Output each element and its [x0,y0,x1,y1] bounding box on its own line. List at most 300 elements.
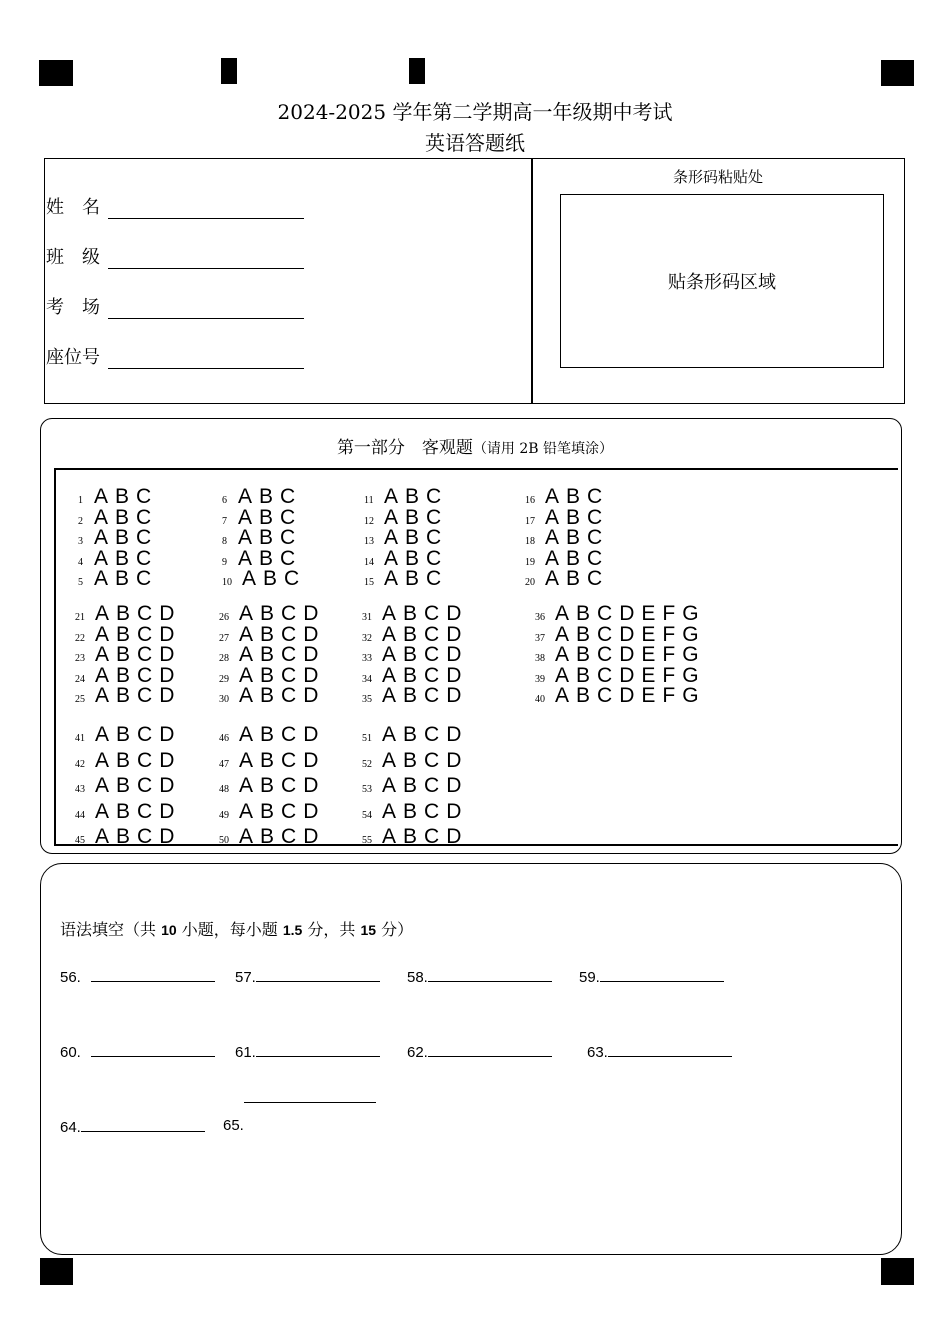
answer-bubble-c[interactable]: C [136,485,152,508]
answer-options [382,723,468,746]
answer-bubble-a[interactable]: A [238,526,253,549]
answer-bubble-a[interactable]: A [95,723,110,746]
answer-bubble-e[interactable]: E [641,663,656,687]
answer-bubble-a[interactable]: A [555,602,570,625]
room-line[interactable] [108,298,304,319]
answer-bubble-d[interactable]: D [303,602,319,625]
question-row [75,749,181,773]
answer-bubble-d[interactable]: D [303,723,319,746]
answer-bubble-b[interactable]: B [260,663,275,687]
question-number: 19 [525,556,535,568]
answer-line[interactable] [244,1102,376,1103]
answer-bubble-c[interactable]: C [281,622,297,646]
answer-options [382,825,468,848]
answer-bubble-c[interactable]: C [597,643,613,666]
class-line[interactable] [108,248,304,269]
answer-bubble-d[interactable]: D [303,663,319,687]
answer-bubble-d[interactable]: D [159,602,175,625]
answer-bubble-d[interactable]: D [159,684,175,707]
answer-bubble-f[interactable]: F [662,602,676,625]
answer-bubble-c[interactable]: C [281,723,297,746]
answer-bubble-f[interactable]: F [662,663,676,687]
answer-bubble-a[interactable]: A [239,748,254,772]
answer-bubble-e[interactable]: E [641,643,656,666]
answer-bubble-e[interactable]: E [641,602,656,625]
answer-bubble-c[interactable]: C [136,526,152,549]
question-row [364,567,448,591]
seat-field[interactable] [46,343,304,369]
blank-57[interactable] [235,967,380,986]
answer-bubble-a[interactable]: A [239,602,254,625]
question-number: 44 [75,809,85,821]
answer-bubble-c[interactable]: C [281,684,297,707]
answer-bubble-d[interactable]: D [159,663,175,687]
blank-number: 61. [235,1044,256,1061]
answer-options [239,825,325,848]
answer-bubble-e[interactable]: E [641,684,656,707]
answer-bubble-b[interactable]: B [115,567,130,590]
answer-bubble-c[interactable]: C [137,774,153,797]
question-number: 27 [219,632,229,644]
grammar-title-post: 分） [376,920,414,939]
field-label: 姓 名 [46,197,100,218]
answer-bubble-b[interactable]: B [403,684,418,707]
answer-line[interactable] [600,967,724,982]
answer-bubble-b[interactable]: B [116,684,131,707]
answer-bubble-b[interactable]: B [405,485,420,508]
answer-bubble-d[interactable]: D [446,723,462,746]
answer-bubble-a[interactable]: A [555,643,570,666]
answer-bubble-b[interactable]: B [403,643,418,666]
grammar-title [60,917,413,940]
answer-bubble-b[interactable]: B [116,748,131,772]
answer-bubble-c[interactable]: C [136,546,152,570]
answer-bubble-c[interactable]: C [137,602,153,625]
answer-bubble-g[interactable]: G [682,663,699,687]
answer-bubble-a[interactable]: A [94,485,109,508]
blank-65[interactable] [223,1117,376,1134]
answer-options [239,749,325,772]
answer-bubble-c[interactable]: C [280,505,296,529]
answer-bubble-a[interactable]: A [242,567,257,590]
answer-bubble-c[interactable]: C [280,485,296,508]
answer-bubble-e[interactable]: E [641,622,656,646]
answer-bubble-b[interactable]: B [566,567,581,590]
answer-bubble-d[interactable]: D [619,643,635,666]
answer-bubble-b[interactable]: B [116,825,131,848]
answer-bubble-b[interactable]: B [405,546,420,570]
answer-bubble-c[interactable]: C [281,748,297,772]
answer-line[interactable] [256,967,380,982]
answer-bubble-d[interactable]: D [446,663,462,687]
blank-number: 64. [60,1119,81,1136]
blank-61[interactable] [235,1042,380,1061]
answer-options [95,800,181,823]
answer-bubble-b[interactable]: B [576,643,591,666]
answer-bubble-a[interactable]: A [95,748,110,772]
question-number: 55 [362,835,372,846]
answer-bubble-g[interactable]: G [682,643,699,666]
answer-bubble-a[interactable]: A [545,526,560,549]
answer-bubble-b[interactable]: B [260,602,275,625]
answer-bubble-a[interactable]: A [238,485,253,508]
field-label: 班 级 [46,247,100,268]
answer-bubble-c[interactable]: C [426,505,442,529]
answer-bubble-a[interactable]: A [545,567,560,590]
answer-bubble-c[interactable]: C [424,723,440,746]
answer-bubble-c[interactable]: C [136,505,152,529]
answer-bubble-b[interactable]: B [405,567,420,590]
answer-bubble-b[interactable]: B [259,505,274,529]
answer-line[interactable] [608,1042,732,1057]
seat-line[interactable] [108,348,304,369]
grammar-each-score: 1.5 [282,922,303,938]
answer-bubble-b[interactable]: B [403,748,418,772]
answer-bubble-b[interactable]: B [576,684,591,707]
answer-bubble-d[interactable]: D [159,643,175,666]
answer-options [95,723,181,746]
answer-bubble-b[interactable]: B [260,799,275,823]
answer-bubble-a[interactable]: A [95,643,110,666]
question-number: 11 [364,495,374,506]
answer-bubble-b[interactable]: B [116,643,131,666]
question-number: 47 [219,758,229,770]
answer-bubble-a[interactable]: A [384,485,399,508]
question-number: 8 [222,536,227,547]
answer-bubble-d[interactable]: D [303,799,319,823]
blank-59[interactable] [579,967,724,986]
answer-bubble-f[interactable]: F [662,622,676,646]
answer-bubble-g[interactable]: G [682,684,699,707]
answer-bubble-g[interactable]: G [682,622,699,646]
answer-bubble-b[interactable]: B [260,825,275,848]
answer-bubble-c[interactable]: C [424,748,440,772]
answer-bubble-a[interactable]: A [95,799,110,823]
answer-bubble-b[interactable]: B [116,663,131,687]
answer-bubble-a[interactable]: A [382,799,397,823]
answer-bubble-a[interactable]: A [239,825,254,848]
answer-bubble-b[interactable]: B [115,485,130,508]
room-field[interactable] [46,293,304,319]
answer-bubble-c[interactable]: C [137,643,153,666]
answer-bubble-d[interactable]: D [619,622,635,646]
answer-line[interactable] [91,967,215,982]
answer-bubble-b[interactable]: B [260,643,275,666]
answer-bubble-a[interactable]: A [95,663,110,687]
answer-bubble-d[interactable]: D [446,825,462,848]
answer-bubble-d[interactable]: D [446,602,462,625]
answer-bubble-c[interactable]: C [587,505,603,529]
question-number: 54 [362,809,372,821]
answer-bubble-c[interactable]: C [137,748,153,772]
answer-options [545,567,609,590]
answer-bubble-a[interactable]: A [384,505,399,529]
answer-bubble-a[interactable]: A [94,526,109,549]
answer-bubble-d[interactable]: D [159,723,175,746]
answer-bubble-b[interactable]: B [405,526,420,549]
answer-bubble-b[interactable]: B [576,663,591,687]
answer-bubble-c[interactable]: C [137,663,153,687]
answer-bubble-d[interactable]: D [303,748,319,772]
answer-bubble-b[interactable]: B [115,546,130,570]
answer-bubble-d[interactable]: D [303,774,319,797]
blank-number: 65. [223,1117,244,1134]
answer-bubble-c[interactable]: C [424,684,440,707]
question-number: 24 [75,673,85,685]
question-number: 46 [219,733,229,744]
answer-bubble-a[interactable]: A [239,723,254,746]
answer-bubble-a[interactable]: A [95,684,110,707]
answer-bubble-b[interactable]: B [403,825,418,848]
question-row [362,774,468,798]
answer-bubble-a[interactable]: A [94,505,109,529]
answer-line[interactable] [256,1042,380,1057]
answer-bubble-d[interactable]: D [446,622,462,646]
answer-bubble-d[interactable]: D [619,602,635,625]
answer-bubble-c[interactable]: C [281,774,297,797]
answer-bubble-a[interactable]: A [382,684,397,707]
answer-bubble-a[interactable]: A [555,622,570,646]
grammar-total-questions: 10 [161,922,177,938]
answer-bubble-b[interactable]: B [260,774,275,797]
answer-bubble-a[interactable]: A [239,684,254,707]
answer-bubble-c[interactable]: C [424,622,440,646]
answer-bubble-a[interactable]: A [239,622,254,646]
answer-bubble-d[interactable]: D [446,799,462,823]
answer-bubble-a[interactable]: A [382,602,397,625]
answer-bubble-d[interactable]: D [159,799,175,823]
barcode-area-label: 贴条形码区域 [668,272,776,293]
question-number: 3 [78,536,83,547]
question-number: 41 [75,733,85,744]
answer-bubble-b[interactable]: B [405,505,420,529]
answer-bubble-c[interactable]: C [137,799,153,823]
answer-bubble-d[interactable]: D [446,684,462,707]
answer-bubble-b[interactable]: B [566,526,581,549]
answer-bubble-d[interactable]: D [159,774,175,797]
answer-bubble-b[interactable]: B [115,505,130,529]
answer-bubble-c[interactable]: C [587,485,603,508]
answer-bubble-b[interactable]: B [263,567,278,590]
blank-58[interactable] [407,967,552,986]
answer-options [382,684,468,707]
answer-bubble-c[interactable]: C [426,546,442,570]
answer-bubble-b[interactable]: B [259,526,274,549]
answer-bubble-f[interactable]: F [662,643,676,666]
answer-bubble-b[interactable]: B [403,622,418,646]
answer-bubble-a[interactable]: A [382,643,397,666]
answer-bubble-c[interactable]: C [426,485,442,508]
answer-bubble-c[interactable]: C [281,643,297,666]
answer-bubble-b[interactable]: B [566,505,581,529]
answer-bubble-c[interactable]: C [587,567,603,590]
answer-bubble-c[interactable]: C [137,825,153,848]
answer-bubble-b[interactable]: B [116,774,131,797]
answer-bubble-b[interactable]: B [576,602,591,625]
answer-bubble-b[interactable]: B [116,602,131,625]
answer-bubble-c[interactable]: C [426,526,442,549]
answer-bubble-c[interactable]: C [137,622,153,646]
field-label: 考 场 [46,297,100,318]
answer-bubble-b[interactable]: B [260,723,275,746]
answer-bubble-b[interactable]: B [260,748,275,772]
question-row [219,749,325,773]
answer-bubble-f[interactable]: F [662,684,676,707]
answer-bubble-a[interactable]: A [94,567,109,590]
answer-bubble-c[interactable]: C [597,684,613,707]
answer-bubble-c[interactable]: C [136,567,152,590]
answer-bubble-b[interactable]: B [403,799,418,823]
answer-bubble-b[interactable]: B [115,526,130,549]
answer-line[interactable] [428,967,552,982]
answer-bubble-a[interactable]: A [94,546,109,570]
answer-bubble-b[interactable]: B [566,546,581,570]
exam-subtitle: 英语答题纸 [425,131,525,155]
grammar-title-mid1: 小题，每小题 [176,920,283,939]
answer-bubble-b[interactable]: B [403,602,418,625]
question-number: 50 [219,835,229,846]
answer-bubble-a[interactable]: A [555,663,570,687]
answer-bubble-c[interactable]: C [424,602,440,625]
answer-bubble-a[interactable]: A [382,825,397,848]
answer-bubble-c[interactable]: C [424,825,440,848]
answer-bubble-c[interactable]: C [597,622,613,646]
answer-bubble-d[interactable]: D [619,663,635,687]
answer-bubble-a[interactable]: A [382,663,397,687]
answer-bubble-b[interactable]: B [566,485,581,508]
question-number: 42 [75,758,85,770]
blank-number: 59. [579,969,600,986]
answer-bubble-d[interactable]: D [303,825,319,848]
answer-line[interactable] [91,1042,215,1057]
answer-bubble-c[interactable]: C [424,643,440,666]
blank-60[interactable] [60,1042,215,1061]
question-number: 30 [219,694,229,705]
name-field[interactable] [46,193,304,219]
answer-options [95,749,181,772]
question-row [362,749,468,773]
answer-bubble-c[interactable]: C [281,799,297,823]
question-number: 48 [219,784,229,795]
answer-bubble-d[interactable]: D [619,684,635,707]
answer-bubble-a[interactable]: A [382,748,397,772]
answer-bubble-a[interactable]: A [239,643,254,666]
answer-bubble-d[interactable]: D [303,684,319,707]
question-number: 37 [535,632,545,644]
answer-options [239,723,325,746]
answer-bubble-a[interactable]: A [555,684,570,707]
question-row [362,800,468,824]
answer-bubble-d[interactable]: D [159,825,175,848]
answer-bubble-d[interactable]: D [303,622,319,646]
answer-bubble-a[interactable]: A [384,526,399,549]
answer-bubble-c[interactable]: C [587,526,603,549]
answer-bubble-a[interactable]: A [545,505,560,529]
answer-bubble-c[interactable]: C [587,546,603,570]
answer-bubble-c[interactable]: C [424,663,440,687]
answer-bubble-b[interactable]: B [116,622,131,646]
answer-bubble-c[interactable]: C [424,799,440,823]
answer-bubble-a[interactable]: A [382,622,397,646]
blank-62[interactable] [407,1042,552,1061]
answer-bubble-d[interactable]: D [303,643,319,666]
answer-bubble-c[interactable]: C [281,602,297,625]
answer-bubble-b[interactable]: B [576,622,591,646]
answer-bubble-a[interactable]: A [545,546,560,570]
answer-bubble-c[interactable]: C [137,723,153,746]
answer-bubble-a[interactable]: A [382,774,397,797]
answer-bubble-c[interactable]: C [284,567,300,590]
answer-bubble-a[interactable]: A [239,774,254,797]
answer-bubble-c[interactable]: C [137,684,153,707]
answer-options [95,825,181,848]
answer-bubble-a[interactable]: A [545,485,560,508]
answer-bubble-b[interactable]: B [116,799,131,823]
answer-line[interactable] [81,1117,205,1132]
answer-bubble-a[interactable]: A [95,774,110,797]
answer-bubble-a[interactable]: A [238,505,253,529]
answer-options [382,749,468,772]
answer-bubble-d[interactable]: D [446,748,462,772]
answer-bubble-c[interactable]: C [281,825,297,848]
answer-bubble-c[interactable]: C [280,546,296,570]
answer-bubble-d[interactable]: D [159,622,175,646]
answer-bubble-a[interactable]: A [384,546,399,570]
answer-bubble-b[interactable]: B [116,723,131,746]
answer-bubble-b[interactable]: B [403,774,418,797]
answer-bubble-b[interactable]: B [260,684,275,707]
answer-bubble-d[interactable]: D [446,643,462,666]
answer-bubble-c[interactable]: C [597,602,613,625]
answer-bubble-c[interactable]: C [424,774,440,797]
answer-bubble-c[interactable]: C [426,567,442,590]
answer-bubble-d[interactable]: D [159,748,175,772]
question-number: 38 [535,653,545,664]
question-number: 33 [362,653,372,664]
answer-bubble-a[interactable]: A [382,723,397,746]
timing-mark [40,1258,73,1285]
answer-bubble-b[interactable]: B [403,723,418,746]
question-number: 15 [364,577,374,588]
blank-64[interactable] [60,1117,205,1136]
answer-bubble-a[interactable]: A [239,663,254,687]
answer-bubble-b[interactable]: B [403,663,418,687]
answer-bubble-a[interactable]: A [95,602,110,625]
answer-bubble-a[interactable]: A [239,799,254,823]
answer-line[interactable] [428,1042,552,1057]
answer-bubble-a[interactable]: A [384,567,399,590]
blank-number: 56. [60,969,81,986]
blank-63[interactable] [587,1042,732,1061]
class-field[interactable] [46,243,304,269]
answer-bubble-c[interactable]: C [280,526,296,549]
question-number: 1 [78,495,83,506]
answer-bubble-b[interactable]: B [259,546,274,570]
blank-56[interactable] [60,967,215,986]
answer-bubble-d[interactable]: D [446,774,462,797]
answer-bubble-a[interactable]: A [95,825,110,848]
answer-bubble-b[interactable]: B [260,622,275,646]
answer-bubble-b[interactable]: B [259,485,274,508]
answer-bubble-g[interactable]: G [682,602,699,625]
question-row [75,774,181,798]
answer-bubble-c[interactable]: C [597,663,613,687]
exam-title: 2024-2025 学年第二学期高一年级期中考试 [277,100,673,124]
answer-bubble-a[interactable]: A [95,622,110,646]
answer-bubble-c[interactable]: C [281,663,297,687]
answer-bubble-a[interactable]: A [238,546,253,570]
name-line[interactable] [108,198,304,219]
